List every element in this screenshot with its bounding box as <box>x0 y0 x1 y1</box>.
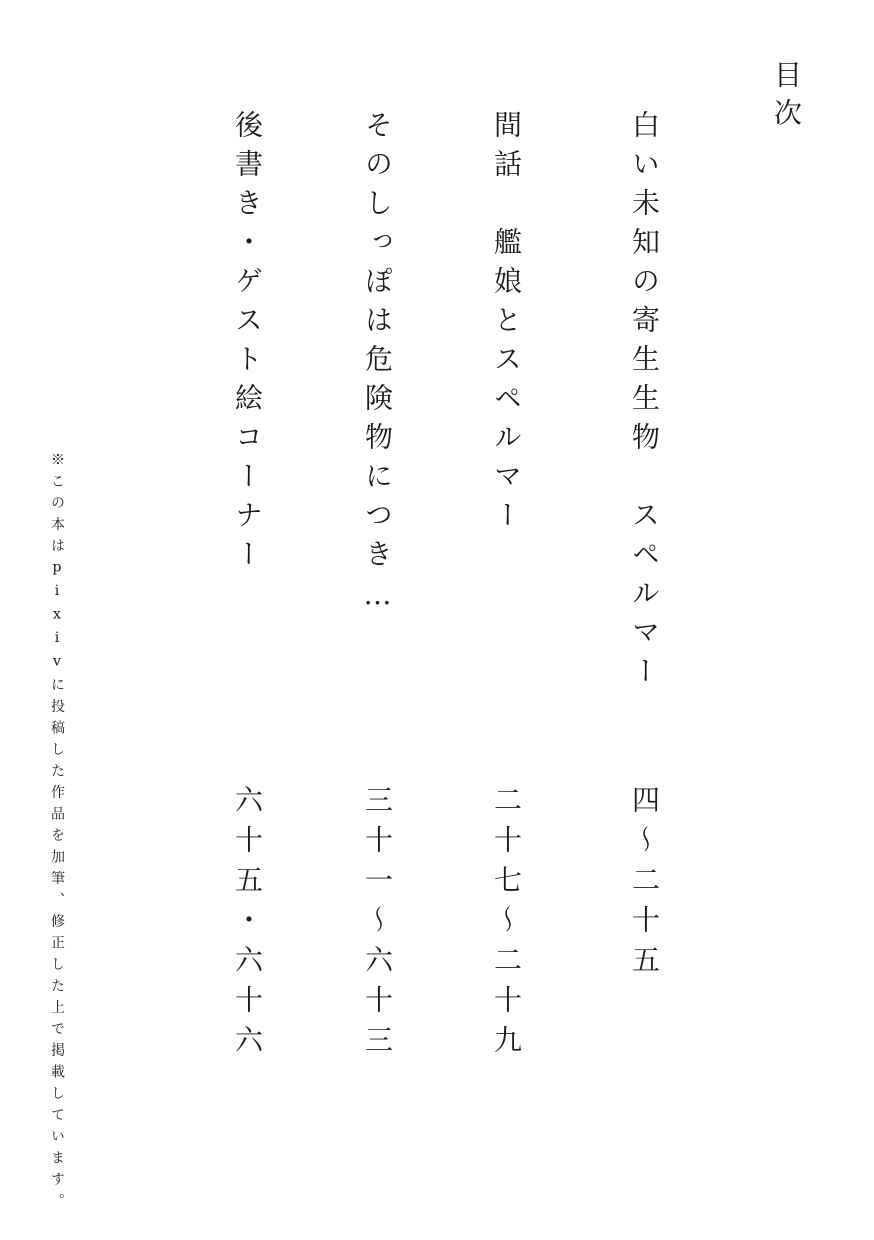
toc-entry-3-title: そのしっぽは危険物につき… <box>361 110 394 622</box>
toc-entry-1-pages: 四〜二十五 <box>628 785 661 985</box>
toc-entry-3-pages: 三十一〜六十三 <box>361 785 394 1065</box>
toc-entry-1-title: 白い未知の寄生生物 スペルマー <box>628 110 661 695</box>
toc-entry-4-pages: 六十五・六十六 <box>231 785 264 1065</box>
publication-note: ※この本はpixivに投稿した作品を加筆、修正した上で掲載しています。 <box>49 452 65 1215</box>
toc-entry-2-title: 間話 艦娘とスペルマー <box>490 110 523 539</box>
toc-heading: 目次 <box>770 60 803 136</box>
toc-entry-4-title: 後書き・ゲスト絵コーナー <box>231 110 264 578</box>
toc-entry-2-pages: 二十七〜二十九 <box>490 785 523 1065</box>
